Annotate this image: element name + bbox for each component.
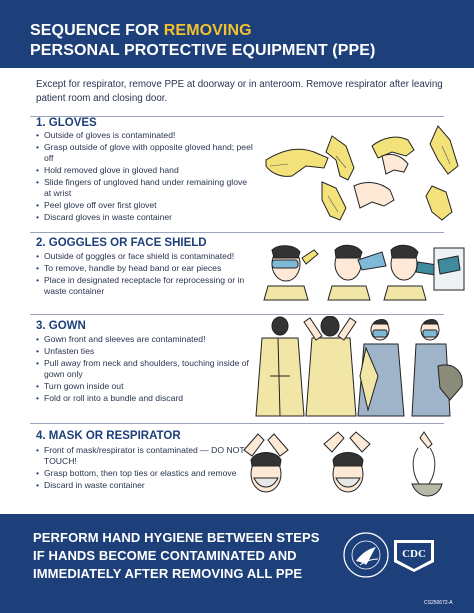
bullet-list-gown <box>36 334 256 406</box>
bullet-icon: • <box>36 346 40 357</box>
list-item: • Grasp bottom, then top ties or elastics and remove <box>36 467 237 478</box>
header-banner <box>0 0 474 68</box>
list-item: • Outside of gloves is contaminated! <box>36 130 176 140</box>
section-title-gloves: 1. GLOVES <box>36 117 97 129</box>
bullet-icon: • <box>36 358 40 369</box>
header-title-line2: PERSONAL PROTECTIVE EQUIPMENT (PPE) <box>30 42 376 59</box>
list-item: • Unfasten ties <box>36 346 95 357</box>
bullet-icon: • <box>36 177 40 188</box>
cdc-logo-icon <box>394 540 434 572</box>
header-title-accent: REMOVING <box>163 22 252 39</box>
list-item: • Slide fingers of ungloved hand under remaining glove at wrist <box>36 177 248 198</box>
bullet-icon: • <box>36 199 40 210</box>
mask-removal-illustration <box>238 430 458 510</box>
header-title-line1 <box>30 22 252 40</box>
bullet-icon: • <box>36 263 40 274</box>
section-title-goggles: 2. GOGGLES OR FACE SHIELD <box>36 237 207 249</box>
list-item: • Outside of goggles or face shield is contaminated! <box>36 251 235 261</box>
bullet-icon: • <box>36 467 40 478</box>
list-item: • Place in designated receptacle for reprocessing or in waste container <box>36 275 245 296</box>
bullet-list-mask <box>36 445 256 492</box>
bullet-icon: • <box>36 381 40 392</box>
divider <box>30 423 444 424</box>
list-item: • Discard in waste container <box>36 479 145 490</box>
header-title-prefix: SEQUENCE FOR <box>30 22 164 39</box>
bullet-list-gloves <box>36 130 256 224</box>
bullet-icon: • <box>36 212 40 223</box>
list-item: • Discard gloves in waste container <box>36 212 173 223</box>
list-item: • Front of mask/respirator is contaminated — DO NOT TOUCH! <box>36 445 245 466</box>
gown-removal-illustration <box>254 316 468 420</box>
section-title-gown: 3. GOWN <box>36 320 86 332</box>
list-item: • Gown front and sleeves are contaminated! <box>36 334 206 344</box>
bullet-icon: • <box>36 479 40 490</box>
bullet-icon: • <box>36 275 40 286</box>
glove-removal-illustration <box>262 116 466 226</box>
list-item: • Turn gown inside out <box>36 381 124 392</box>
bullet-icon: • <box>36 445 40 455</box>
bullet-list-goggles <box>36 251 256 298</box>
list-item: • Hold removed glove in gloved hand <box>36 164 179 175</box>
list-item: • Pull away from neck and shoulders, touching inside of gown only <box>36 358 249 379</box>
divider <box>30 232 444 233</box>
list-item: • To remove, handle by head band or ear pieces <box>36 263 222 274</box>
document-code: CS250672-A <box>424 600 453 606</box>
list-item: • Grasp outside of glove with opposite gloved hand; peel off <box>36 142 253 163</box>
goggles-removal-illustration <box>258 240 468 302</box>
bullet-icon: • <box>36 130 40 140</box>
footer-line1: PERFORM HAND HYGIENE BETWEEN STEPS <box>33 530 320 545</box>
bullet-icon: • <box>36 334 40 344</box>
bullet-icon: • <box>36 164 40 175</box>
footer-line2: IF HANDS BECOME CONTAMINATED AND <box>33 548 297 563</box>
list-item: • Fold or roll into a bundle and discard <box>36 393 184 404</box>
bullet-icon: • <box>36 251 40 261</box>
list-item: • Peel glove off over first glovet <box>36 199 157 210</box>
bullet-icon: • <box>36 142 40 153</box>
hhs-seal-icon <box>342 531 390 579</box>
bullet-icon: • <box>36 393 40 404</box>
section-title-mask: 4. MASK OR RESPIRATOR <box>36 430 181 442</box>
cdc-logo-text: CDC <box>402 548 426 560</box>
divider <box>30 314 444 315</box>
intro-text: Except for respirator, remove PPE at doorway or in anteroom. Remove respirator after leaving patient room and closing door. <box>36 79 443 104</box>
footer-line3: IMMEDIATELY AFTER REMOVING ALL PPE <box>33 566 303 581</box>
